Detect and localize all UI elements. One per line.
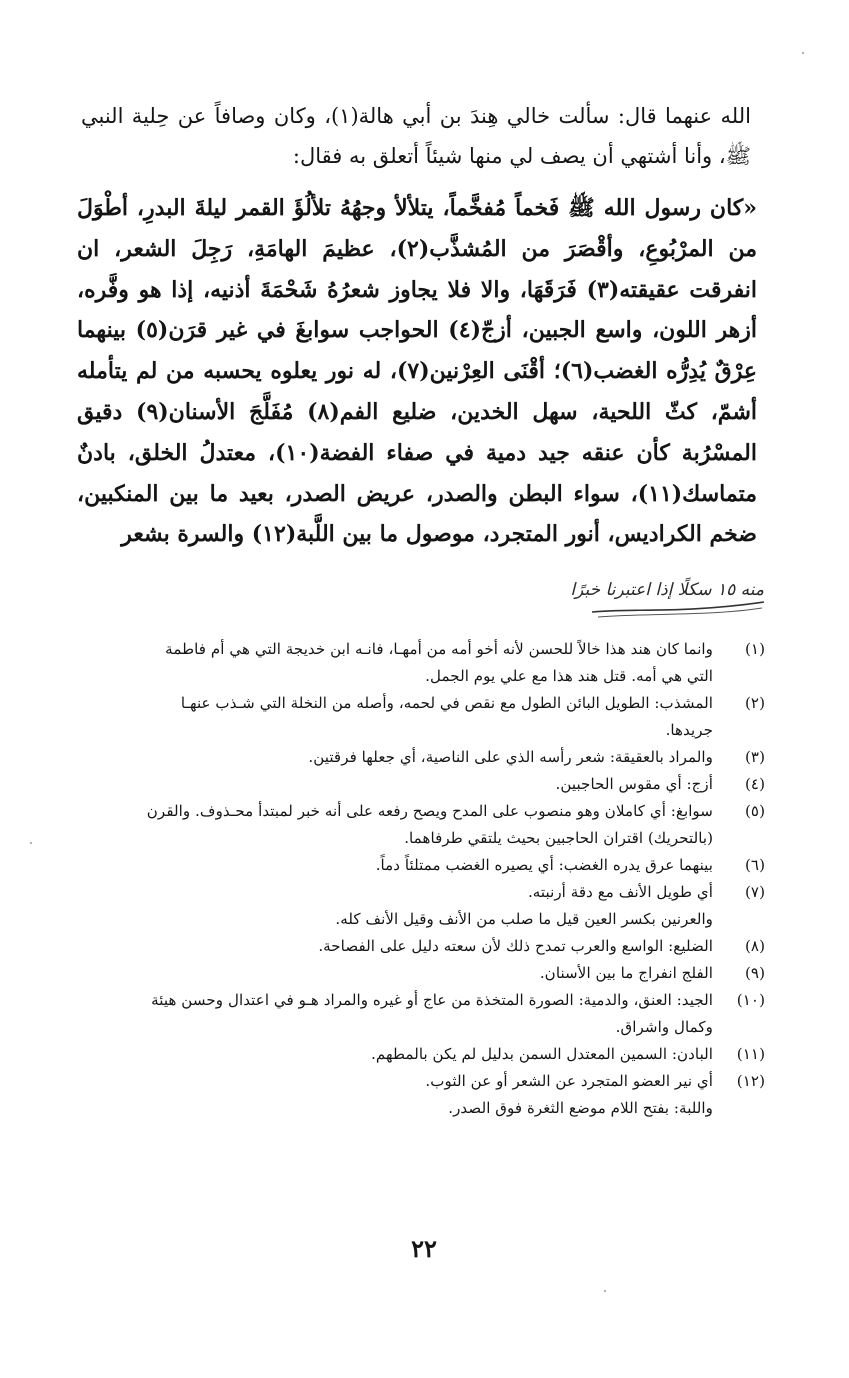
footnote-number: (٦) — [744, 856, 765, 874]
footnote-10 — [65, 987, 765, 1041]
footnote-1 — [65, 636, 765, 690]
footnote-line: المشذب: الطويل البائن الطول مع نقص في لحمه، وأصله من النخلة التي شـذب عنهـا — [180, 694, 713, 712]
footnote-9 — [65, 960, 765, 987]
footnote-line: (بالتحريك) اقتران الحاجبين بحيث يلتقي طرفاهما. — [404, 829, 713, 847]
scan-speck — [802, 52, 804, 54]
footnote-line: البادن: السمين المعتدل السمن بدليل لم يكن بالمطهم. — [371, 1045, 713, 1063]
footnote-line: أي نير العضو المتجرد عن الشعر أو عن الثوب. — [425, 1072, 713, 1090]
handwritten-note-text: منه ١٥ سكلًا إذا اعتبرنا خبرًا — [570, 580, 764, 600]
footnote-6 — [65, 852, 765, 879]
footnote-number: (٢) — [744, 694, 765, 712]
footnote-3 — [65, 744, 765, 771]
footnote-line: جريدها. — [665, 721, 713, 739]
footnote-line: والمراد بالعقيقة: شعر رأسه الذي على الناصية، أي جعلها فرقتين. — [308, 748, 713, 766]
footnote-number: (٩) — [744, 964, 765, 982]
footnote-number: (١٢) — [736, 1072, 765, 1090]
footnote-11 — [65, 1041, 765, 1068]
footnote-line: وكمال واشراق. — [615, 1018, 713, 1036]
footnote-5 — [65, 798, 765, 852]
footnote-number: (١) — [744, 640, 765, 658]
footnote-line: التي هي أمه. قتل هند هذا مع علي يوم الجمل. — [425, 667, 713, 685]
scan-speck — [30, 842, 32, 844]
page-number: ٢٢ — [411, 1234, 437, 1263]
footnote-number: (١٠) — [736, 991, 765, 1009]
footnote-number: (٣) — [744, 748, 765, 766]
footnote-line: أي طويل الأنف مع دقة أرنبته. — [527, 883, 713, 901]
footnote-line: الضليع: الواسع والعرب تمدح ذلك لأن سعته دليل على الفصاحة. — [318, 937, 713, 955]
main-text-block — [77, 188, 757, 555]
footnote-8 — [65, 933, 765, 960]
intro-paragraph — [81, 96, 751, 176]
footnote-line: والعرنين بكسر العين قيل ما صلب من الأنف وقيل الأنف كله. — [335, 910, 713, 928]
footnote-12 — [65, 1068, 765, 1122]
intro-text: الله عنهما قال: سألت خالي هِندَ بن أبي هالة(١)، وكان وصافاً عن حِلية النبي ﷺ، وأنا أشتهي أن يصف لي منها شيئاً أتعلق به فقال: — [81, 104, 751, 168]
footnote-line: وانما كان هند هذا خالاً للحسن لأنه أخو أمه من أمهـا، فانـه ابن خديجة التي هي أم فاطمة — [165, 640, 713, 658]
footnote-line: الجيد: العنق، والدمية: الصورة المتخذة من عاج أو غيره والمراد هـو في اعتدال وحسن هيئة — [151, 991, 713, 1009]
footnote-line: الفلج انفراج ما بين الأسنان. — [539, 964, 713, 982]
footnote-number: (٤) — [744, 775, 765, 793]
footnote-number: (٧) — [744, 883, 765, 901]
scan-speck — [604, 1290, 606, 1292]
footnote-line: بينهما عرق يدره الغضب: أي يصيره الغضب ممتلئاً دماً. — [375, 856, 713, 874]
footnote-number: (٨) — [744, 937, 765, 955]
footnote-7 — [65, 879, 765, 933]
footnote-number: (٥) — [744, 802, 765, 820]
footnote-line: سوابغ: أي كاملان وهو منصوب على المدح ويصح رفعه على أنه خبر لمبتدأ محـذوف. والقرن — [146, 802, 713, 820]
footnote-number: (١١) — [736, 1045, 765, 1063]
footnote-line: واللبة: بفتح اللام موضع الثغرة فوق الصدر. — [448, 1099, 713, 1117]
handwritten-note — [570, 572, 766, 622]
footnote-2 — [65, 690, 765, 744]
main-text: «كان رسول الله ﷺ فَخماً مُفخَّماً، يتلألأ وجهُهُ تلألُؤَ القمر ليلةَ البدرِ، أطْوَلَ من المرْبُوعِ، وأقْصَرَ من المُشذَّب(٢)، عظيمَ الهامَةِ، رَجِلَ الشعر، ان انفرقت عقيقته(٣) فَرَقَهَا، والا فلا يجاوز شعرُهُ شَحْمَةَ أذنيه، إذا هو وفَّره، أزهر اللون، واسع الجبين، أزجّ(٤) الحواجب سوابغَ في غير قرَن(٥) بينهما عِرْقٌ يُدِرُّه الغضب(٦)؛ أقْنَى العِرْنين(٧)، له نور يعلوه يحسبه من لم يتأمله أشمّ، كثّ اللحية، سهل الخدين، ضليع الفم(٨) مُفَلَّجَ الأسنان(٩) دقيق المسْرُبة كأن عنقه جيد دمية في صفاء الفضة(١٠)، معتدلُ الخلق، بادنٌ متماسك(١١)، سواء البطن والصدر، عريض الصدر، بعيد ما بين المنكبين، ضخم الكراديس، أنور المتجرد، موصول ما بين اللَّبة(١٢) والسرة بشعر — [77, 195, 758, 548]
footnote-4 — [65, 771, 765, 798]
footnotes-list — [65, 636, 765, 1122]
footnote-line: أزج: أي مقوس الحاجبين. — [555, 775, 713, 793]
